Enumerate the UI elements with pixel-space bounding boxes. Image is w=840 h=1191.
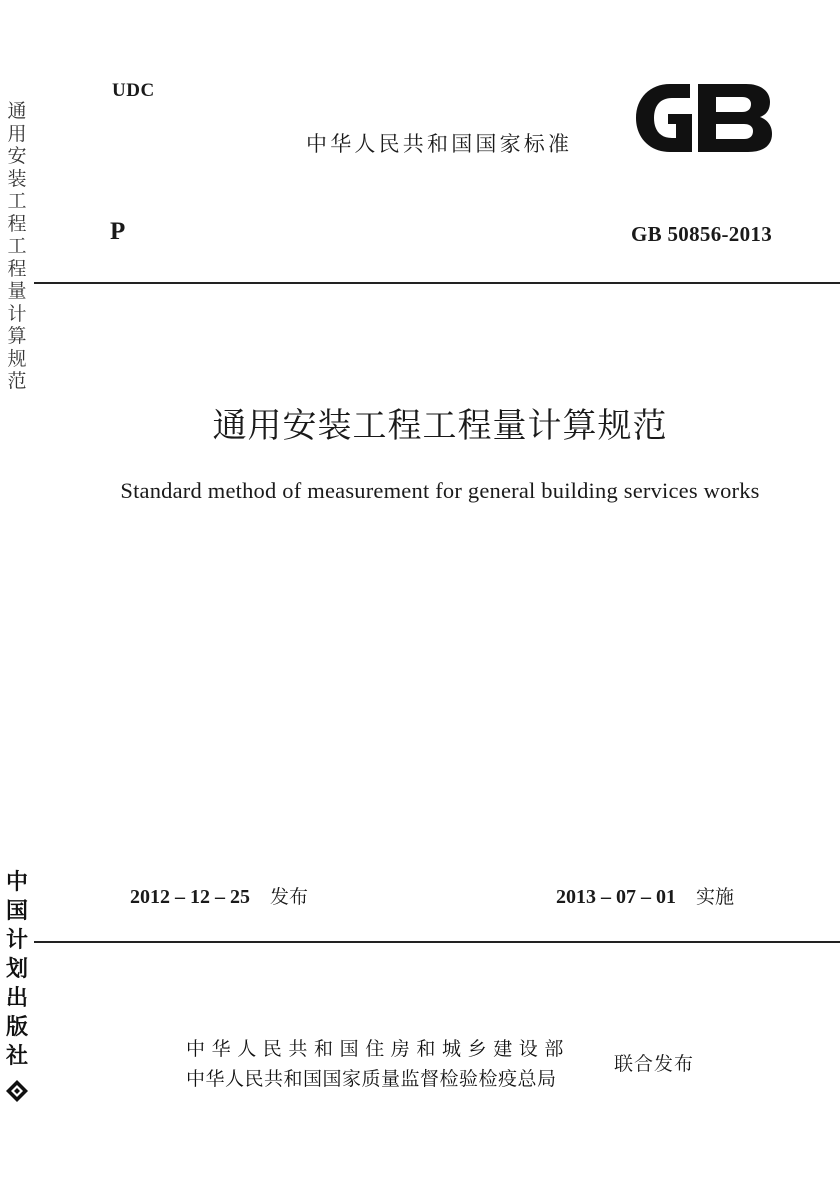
national-standard-heading: 中华人民共和国国家标准 <box>306 132 573 156</box>
spine-publisher: 中国计划出版社 <box>5 869 28 1069</box>
standard-number: GB 50856-2013 <box>631 222 772 246</box>
publisher-logo-icon <box>4 1078 30 1104</box>
issue-label: 发布 <box>270 886 309 908</box>
implementation-date-row <box>556 882 734 909</box>
issue-date-row <box>130 882 308 909</box>
issuer-ministry-housing: 中华人民共和国住房和城乡建设部 <box>186 1038 571 1060</box>
gb-logo-icon <box>630 80 775 156</box>
title-chinese: 通用安装工程工程量计算规范 <box>212 406 668 446</box>
udc-label: UDC <box>112 80 155 101</box>
implementation-date: 2013 – 07 – 01 <box>556 886 676 908</box>
joint-issue-label: 联合发布 <box>614 1053 695 1075</box>
divider-bottom <box>34 941 840 943</box>
issuer-quality-administration: 中华人民共和国国家质量监督检验检疫总局 <box>186 1068 557 1090</box>
implementation-label: 实施 <box>696 886 735 908</box>
title-english: Standard method of measurement for general building services works <box>120 478 760 503</box>
spine-title: 通用安装工程工程量计算规范 <box>7 100 27 392</box>
divider-top <box>34 282 840 284</box>
issue-date: 2012 – 12 – 25 <box>130 886 250 908</box>
classification-code: P <box>110 218 126 245</box>
